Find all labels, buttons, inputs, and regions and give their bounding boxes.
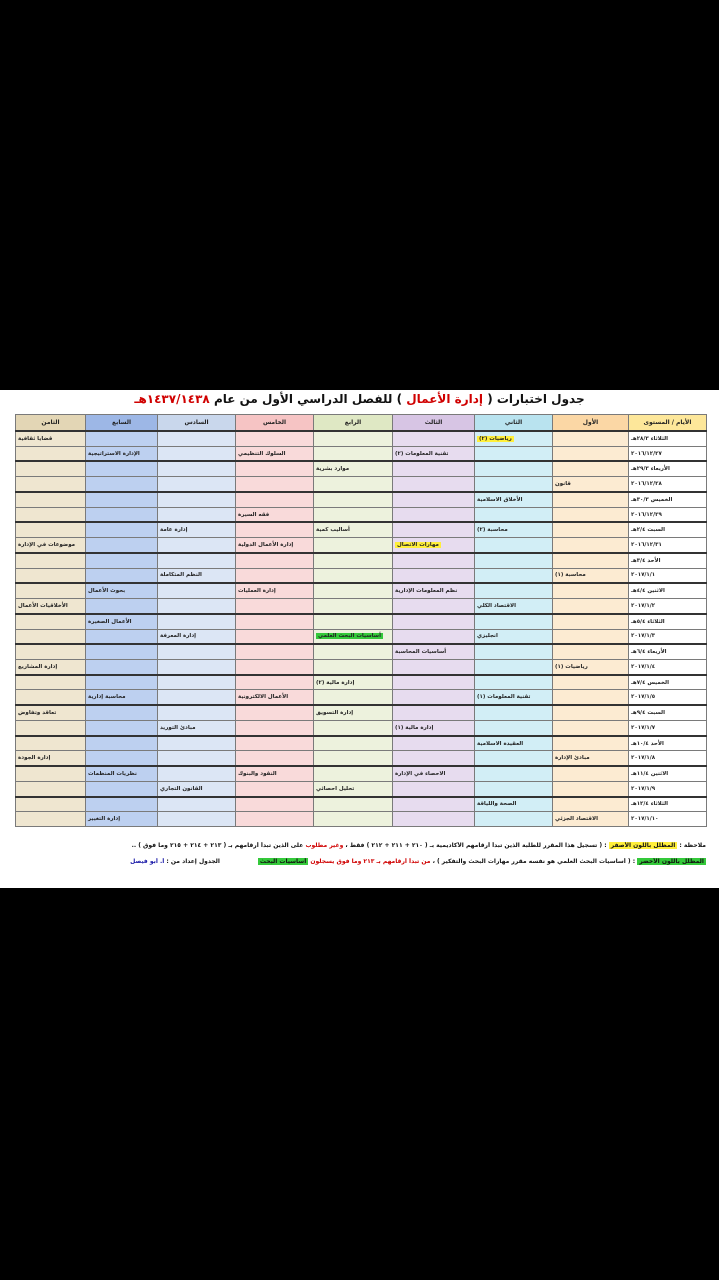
- header-level-5: الخامس: [236, 415, 314, 432]
- note-line-1: [15, 842, 706, 849]
- exam-cell: [236, 568, 314, 583]
- exam-cell: [475, 720, 553, 735]
- exam-cell: [393, 751, 475, 766]
- exam-cell: [158, 660, 236, 675]
- exam-cell: [314, 660, 393, 675]
- exam-cell: الاحصاء في الإدارة: [393, 766, 475, 781]
- table-row: [16, 553, 707, 568]
- exam-cell: تحليل احصائي: [314, 781, 393, 796]
- exam-cell: [393, 522, 475, 537]
- exam-cell: [475, 644, 553, 659]
- day-gregorian: ٢٠١٧/١/٢: [629, 599, 707, 614]
- exam-cell: [158, 690, 236, 705]
- exam-cell: [475, 538, 553, 553]
- table-row: [16, 599, 707, 614]
- exam-cell: [16, 492, 86, 507]
- note-text-1: : ( تسجيل هذا المقرر للطلبة الذين تبدأ أرقامهم الأكاديمية بـ ( ٢١٠ + ٢١١ + ٢١٢ ): [364, 842, 609, 849]
- exam-cell: [236, 705, 314, 720]
- exam-cell: [314, 538, 393, 553]
- exam-cell: [393, 507, 475, 522]
- exam-cell: [475, 812, 553, 827]
- exam-cell: [314, 431, 393, 446]
- exam-cell: [16, 583, 86, 598]
- exam-cell: النظم المتكاملة: [158, 568, 236, 583]
- exam-cell: [158, 446, 236, 461]
- exam-cell: [158, 599, 236, 614]
- exam-cell: [86, 461, 158, 476]
- note-red-1: وغير مطلوب: [305, 842, 344, 849]
- exam-cell: [86, 538, 158, 553]
- exam-cell: [86, 644, 158, 659]
- exam-cell: [314, 736, 393, 751]
- exam-cell: [475, 507, 553, 522]
- note-author-label: الجدول إعداد من :: [164, 858, 220, 865]
- exam-cell: أساليب كمية: [314, 522, 393, 537]
- exam-cell: [236, 614, 314, 629]
- exam-cell: [393, 705, 475, 720]
- title-part1: جدول اختبارات (: [487, 392, 585, 406]
- exam-cell: [236, 751, 314, 766]
- table-row: [16, 751, 707, 766]
- exam-cell: إدارة المشاريع: [16, 660, 86, 675]
- exam-cell: [475, 675, 553, 690]
- schedule-body: [16, 431, 707, 827]
- exam-cell: قضايا ثقافية: [16, 431, 86, 446]
- day-hijri: الثلاثاء ٥/٤هـ: [629, 614, 707, 629]
- header-level-7: السابع: [86, 415, 158, 432]
- exam-cell: [158, 736, 236, 751]
- day-hijri: الاثنين ٤/٤هـ: [629, 583, 707, 598]
- exam-cell: [553, 599, 629, 614]
- exam-cell: [553, 781, 629, 796]
- exam-cell: محاسبة إدارية: [86, 690, 158, 705]
- day-hijri: الأربعاء ٢٩/٣هـ: [629, 461, 707, 476]
- exam-cell: [553, 431, 629, 446]
- exam-cell: [86, 477, 158, 492]
- exam-cell: [236, 492, 314, 507]
- exam-cell: تقنية المعلومات (٢): [393, 446, 475, 461]
- exam-cell: إدارة عامة: [158, 522, 236, 537]
- table-row: [16, 629, 707, 644]
- table-row: [16, 644, 707, 659]
- exam-cell: [393, 431, 475, 446]
- table-row: [16, 614, 707, 629]
- exam-cell: [314, 797, 393, 812]
- title-year: ١٤٣٧/١٤٣٨هـ: [134, 392, 210, 406]
- day-gregorian: ٢٠١٦/١٢/٣١: [629, 538, 707, 553]
- exam-cell: الصحة واللياقة: [475, 797, 553, 812]
- exam-cell: [158, 751, 236, 766]
- exam-cell: [86, 568, 158, 583]
- day-gregorian: ٢٠١٧/١/١: [629, 568, 707, 583]
- title-highlight: إدارة الأعمال: [402, 392, 488, 406]
- exam-cell: [236, 644, 314, 659]
- schedule-title: [0, 392, 719, 412]
- exam-cell: [553, 522, 629, 537]
- exam-cell: [314, 568, 393, 583]
- day-hijri: السبت ٢/٤هـ: [629, 522, 707, 537]
- exam-cell: [393, 797, 475, 812]
- exam-cell: [16, 446, 86, 461]
- exam-cell: أساسيات المحاسبة: [393, 644, 475, 659]
- exam-cell: [314, 599, 393, 614]
- exam-cell: [158, 431, 236, 446]
- exam-cell: [393, 553, 475, 568]
- exam-cell: [236, 660, 314, 675]
- highlighted-course: رياضيات (٢): [479, 435, 512, 442]
- day-hijri: الأربعاء ٦/٤هـ: [629, 644, 707, 659]
- exam-cell: [393, 614, 475, 629]
- exam-cell: [16, 629, 86, 644]
- exam-cell: [553, 766, 629, 781]
- table-row: [16, 797, 707, 812]
- exam-cell: [393, 736, 475, 751]
- exam-cell: [86, 705, 158, 720]
- exam-cell: الاقتصاد الجزئي: [553, 812, 629, 827]
- exam-cell: [16, 797, 86, 812]
- exam-cell: [314, 583, 393, 598]
- exam-cell: [16, 568, 86, 583]
- exam-cell: [16, 644, 86, 659]
- day-hijri: الاثنين ١١/٤هـ: [629, 766, 707, 781]
- exam-cell: [236, 553, 314, 568]
- exam-cell: رياضيات (١): [553, 660, 629, 675]
- note-author-name: أ. أبو فيصل: [130, 858, 165, 865]
- exam-cell: [86, 751, 158, 766]
- exam-cell: [16, 736, 86, 751]
- exam-cell: [553, 553, 629, 568]
- exam-cell: [86, 492, 158, 507]
- exam-cell: [86, 797, 158, 812]
- exam-cell: [393, 568, 475, 583]
- day-hijri: الأحد ٣/٤هـ: [629, 553, 707, 568]
- header-level-1: الأول: [553, 415, 629, 432]
- schedule-grid: [15, 414, 706, 827]
- exam-cell: الإدارة الاستراتيجية: [86, 446, 158, 461]
- note-green: المظلل باللون الأخضر: [639, 858, 704, 865]
- exam-cell: [16, 690, 86, 705]
- exam-cell: [475, 583, 553, 598]
- exam-cell: [553, 507, 629, 522]
- exam-cell: [236, 812, 314, 827]
- day-hijri: الخميس ٧/٤هـ: [629, 675, 707, 690]
- table-row: [16, 675, 707, 690]
- table-row: [16, 507, 707, 522]
- exam-cell: [314, 720, 393, 735]
- exam-cell: [475, 766, 553, 781]
- exam-cell: [393, 675, 475, 690]
- schedule-table: [15, 414, 707, 827]
- table-row: [16, 781, 707, 796]
- exam-cell: [86, 736, 158, 751]
- table-row: [16, 812, 707, 827]
- exam-cell: [314, 492, 393, 507]
- exam-cell: [86, 431, 158, 446]
- day-hijri: الخميس ٣٠/٣هـ: [629, 492, 707, 507]
- exam-cell: [158, 477, 236, 492]
- exam-cell: [475, 553, 553, 568]
- header-level-2: الثاني: [475, 415, 553, 432]
- exam-cell: [475, 751, 553, 766]
- exam-cell: [314, 690, 393, 705]
- table-row: [16, 705, 707, 720]
- day-hijri: الثلاثاء ٢٨/٣هـ: [629, 431, 707, 446]
- exam-cell: إدارة التسويق: [314, 705, 393, 720]
- exam-cell: [86, 720, 158, 735]
- exam-cell: [475, 568, 553, 583]
- note-green-2: أساسيات البحث: [259, 858, 307, 865]
- exam-cell: [475, 446, 553, 461]
- exam-cell: [475, 781, 553, 796]
- table-row: [16, 477, 707, 492]
- exam-cell: [236, 431, 314, 446]
- exam-cell: [475, 477, 553, 492]
- exam-cell: إدارة مالية (١): [393, 720, 475, 735]
- table-row: [16, 461, 707, 476]
- title-part2: ) للفصل الدراسي الأول من عام: [209, 392, 403, 406]
- exam-cell: الأعمال الالكترونية: [236, 690, 314, 705]
- exam-cell: [16, 812, 86, 827]
- exam-cell: [553, 644, 629, 659]
- exam-cell: [393, 461, 475, 476]
- exam-cell: تعاقد وتفاوض: [16, 705, 86, 720]
- exam-cell: [236, 781, 314, 796]
- table-row: [16, 568, 707, 583]
- exam-cell: [158, 553, 236, 568]
- exam-cell: النقود والبنوك: [236, 766, 314, 781]
- exam-cell: [314, 507, 393, 522]
- exam-cell: [158, 812, 236, 827]
- header-level-6: السادس: [158, 415, 236, 432]
- exam-cell: [236, 797, 314, 812]
- exam-cell: إدارة الأعمال الدولية: [236, 538, 314, 553]
- exam-cell: تقنية المعلومات (١): [475, 690, 553, 705]
- exam-cell: موارد بشرية: [314, 461, 393, 476]
- exam-cell: إدارة العمليات: [236, 583, 314, 598]
- exam-cell: [393, 812, 475, 827]
- exam-cell: [158, 583, 236, 598]
- exam-cell: [314, 766, 393, 781]
- exam-cell: مبادئ الإدارة: [553, 751, 629, 766]
- exam-cell: [158, 675, 236, 690]
- exam-cell: [553, 583, 629, 598]
- table-row: [16, 660, 707, 675]
- exam-cell: [16, 507, 86, 522]
- exam-cell: [16, 553, 86, 568]
- day-gregorian: ٢٠١٦/١٢/٢٨: [629, 477, 707, 492]
- exam-cell: [236, 461, 314, 476]
- day-gregorian: ٢٠١٧/١/٥: [629, 690, 707, 705]
- table-row: [16, 720, 707, 735]
- day-hijri: السبت ٩/٤هـ: [629, 705, 707, 720]
- header-level-4: الرابع: [314, 415, 393, 432]
- table-row: [16, 431, 707, 446]
- day-gregorian: ٢٠١٦/١٢/٢٩: [629, 507, 707, 522]
- exam-cell: [393, 599, 475, 614]
- exam-cell: [86, 553, 158, 568]
- exam-cell: [314, 644, 393, 659]
- exam-cell: [86, 507, 158, 522]
- note-red-2: من تبدأ أرقامهم بـ ٢١٣ وما فوق يسجلون: [310, 858, 431, 865]
- exam-cell: [16, 766, 86, 781]
- exam-cell: [158, 766, 236, 781]
- exam-cell: [86, 629, 158, 644]
- exam-cell: [314, 812, 393, 827]
- header-level-8: الثامن: [16, 415, 86, 432]
- day-gregorian: ٢٠١٧/١/١٠: [629, 812, 707, 827]
- exam-cell: [475, 660, 553, 675]
- day-hijri: الثلاثاء ١٢/٤هـ: [629, 797, 707, 812]
- table-row: [16, 538, 707, 553]
- exam-cell: [86, 781, 158, 796]
- exam-cell: [16, 522, 86, 537]
- exam-cell: [16, 781, 86, 796]
- exam-cell: [158, 705, 236, 720]
- note-text-2: : ( أساسيات البحث العلمي هو نفسه مقرر مهارات البحث والتفكير ) ،: [430, 858, 638, 865]
- exam-cell: [236, 629, 314, 644]
- exam-cell: [393, 492, 475, 507]
- exam-cell: [158, 614, 236, 629]
- exam-cell: [393, 538, 475, 553]
- table-row: [16, 690, 707, 705]
- day-gregorian: ٢٠١٧/١/٣: [629, 629, 707, 644]
- exam-cell: الأخلاق الاسلامية: [475, 492, 553, 507]
- exam-cell: [553, 538, 629, 553]
- exam-cell: محاسبة (١): [553, 568, 629, 583]
- schedule-sheet: [0, 390, 719, 888]
- exam-cell: [86, 522, 158, 537]
- exam-cell: [16, 720, 86, 735]
- note-sep: ،: [343, 842, 350, 849]
- exam-cell: [314, 446, 393, 461]
- day-gregorian: ٢٠١٧/١/٧: [629, 720, 707, 735]
- exam-cell: [86, 675, 158, 690]
- table-row: [16, 736, 707, 751]
- exam-cell: فقه السيرة: [236, 507, 314, 522]
- exam-cell: [236, 720, 314, 735]
- exam-cell: [236, 675, 314, 690]
- exam-cell: [393, 629, 475, 644]
- exam-cell: إدارة التغيير: [86, 812, 158, 827]
- exam-cell: [553, 629, 629, 644]
- exam-cell: [475, 431, 553, 446]
- exam-cell: [553, 720, 629, 735]
- exam-cell: [236, 522, 314, 537]
- table-row: [16, 583, 707, 598]
- exam-cell: [553, 461, 629, 476]
- exam-cell: [16, 461, 86, 476]
- exam-cell: محاسبة (٢): [475, 522, 553, 537]
- day-gregorian: ٢٠١٧/١/٤: [629, 660, 707, 675]
- exam-cell: [393, 690, 475, 705]
- exam-cell: نظريات المنظمات: [86, 766, 158, 781]
- day-gregorian: ٢٠١٦/١٢/٢٧: [629, 446, 707, 461]
- table-row: [16, 446, 707, 461]
- exam-cell: [314, 614, 393, 629]
- exam-cell: [16, 675, 86, 690]
- exam-cell: [158, 538, 236, 553]
- exam-cell: [393, 781, 475, 796]
- day-hijri: الأحد ١٠/٤هـ: [629, 736, 707, 751]
- exam-cell: الأعمال الصغيرة: [86, 614, 158, 629]
- exam-cell: [158, 507, 236, 522]
- exam-cell: [314, 477, 393, 492]
- exam-cell: [553, 705, 629, 720]
- note-label: ملاحظة :: [677, 842, 706, 849]
- exam-cell: بحوث الأعمال: [86, 583, 158, 598]
- exam-cell: [236, 477, 314, 492]
- highlighted-course: مهارات الاتصال: [397, 542, 439, 548]
- exam-cell: [314, 629, 393, 644]
- header-level-3: الثالث: [393, 415, 475, 432]
- exam-cell: [475, 461, 553, 476]
- day-gregorian: ٢٠١٧/١/٩: [629, 781, 707, 796]
- exam-cell: [475, 705, 553, 720]
- exam-cell: [314, 751, 393, 766]
- exam-cell: الأخلاقيات الأعمال: [16, 599, 86, 614]
- exam-cell: [475, 614, 553, 629]
- exam-cell: موضوعات في الإدارة: [16, 538, 86, 553]
- exam-cell: [553, 736, 629, 751]
- header-day: الأيام / المستوى: [629, 415, 707, 432]
- table-row: [16, 522, 707, 537]
- exam-cell: إدارة المعرفة: [158, 629, 236, 644]
- exam-cell: [16, 614, 86, 629]
- exam-cell: [393, 477, 475, 492]
- day-gregorian: ٢٠١٧/١/٨: [629, 751, 707, 766]
- exam-cell: انجليزي: [475, 629, 553, 644]
- note-line-3: [40, 858, 220, 865]
- exam-cell: العقيدة الاسلامية: [475, 736, 553, 751]
- exam-cell: [393, 660, 475, 675]
- note-only: فقط: [349, 842, 365, 849]
- exam-cell: [553, 797, 629, 812]
- exam-cell: [553, 446, 629, 461]
- exam-cell: الاقتصاد الكلي: [475, 599, 553, 614]
- note-end-1: على الذين تبدأ أرقامهم بـ ( ٢١٣ + ٢١٤ + ٢١٥ وما فوق ) ..: [131, 842, 306, 849]
- exam-cell: القانون التجاري: [158, 781, 236, 796]
- table-row: [16, 492, 707, 507]
- exam-cell: [553, 492, 629, 507]
- exam-cell: إدارة مالية (٢): [314, 675, 393, 690]
- exam-cell: [158, 797, 236, 812]
- header-row: [16, 415, 707, 432]
- exam-cell: [158, 492, 236, 507]
- exam-cell: نظم المعلومات الإدارية: [393, 583, 475, 598]
- exam-cell: [236, 736, 314, 751]
- exam-cell: قانون: [553, 477, 629, 492]
- note-yellow: المظلل باللون الأصفر: [610, 842, 676, 849]
- exam-cell: [236, 599, 314, 614]
- highlighted-course: أساسيات البحث العلمي: [318, 633, 381, 640]
- exam-cell: [553, 614, 629, 629]
- exam-cell: [553, 690, 629, 705]
- table-row: [16, 766, 707, 781]
- exam-cell: إدارة الجودة: [16, 751, 86, 766]
- exam-cell: [158, 644, 236, 659]
- exam-cell: [314, 553, 393, 568]
- exam-cell: [553, 675, 629, 690]
- exam-cell: مبادئ التوريد: [158, 720, 236, 735]
- exam-cell: [16, 477, 86, 492]
- exam-cell: [86, 660, 158, 675]
- exam-cell: [158, 461, 236, 476]
- exam-cell: السلوك التنظيمي: [236, 446, 314, 461]
- exam-cell: [86, 599, 158, 614]
